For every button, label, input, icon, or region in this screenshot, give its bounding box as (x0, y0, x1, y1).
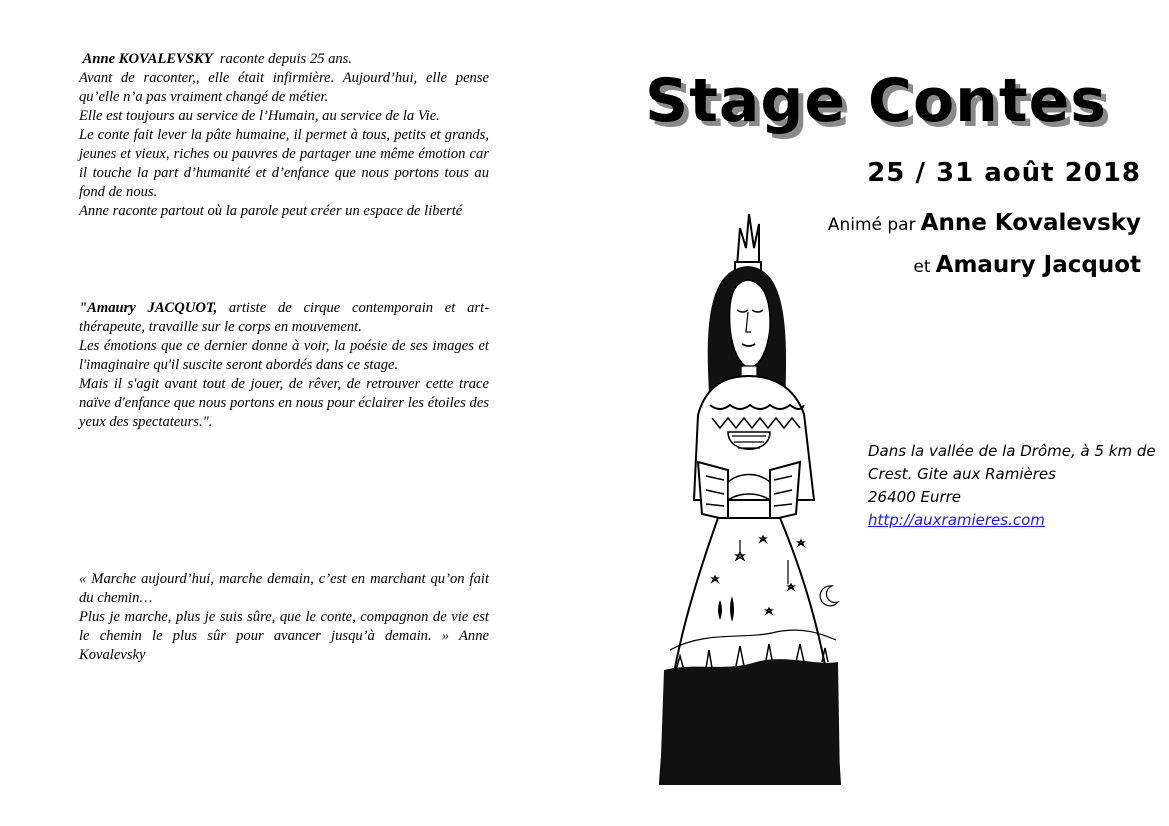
queen-illustration (636, 200, 858, 785)
anne-intro-line (79, 50, 489, 69)
location-block (868, 440, 1158, 532)
quote-line: « Marche aujourd’hui, marche demain, c’est en marchant qu’on fait du chemin… (79, 571, 489, 606)
page-title: Stage Contes (645, 66, 1107, 136)
animator-row-2 (828, 245, 1141, 287)
anime-prefix: Animé par (827, 215, 916, 235)
animator-row-1 (828, 203, 1141, 245)
website-link[interactable]: http://auxramieres.com (868, 511, 1045, 529)
amaury-intro-line (79, 299, 489, 337)
amaury-bio-line: Mais il s'agit avant tout de jouer, de rêver, de retrouver cette trace naïve d'enfance que nous portons en nous pour éclairer les étoiles des yeux des spectateurs.". (79, 376, 489, 430)
animator-name-2: Amaury Jacquot (935, 252, 1141, 278)
anne-bio-line: Le conte fait lever la pâte humaine, il permet à tous, petits et grands, jeunes et vieux, riches ou pauvres de partager une même émotion car il touche la part d’humanité et d’enfance que nous portons tous au fond de nous. (79, 127, 489, 200)
anne-bio-line: Elle est toujours au service de l’Humain, au service de la Vie. (79, 108, 440, 124)
anime-and: et (913, 257, 931, 277)
animator-name-1: Anne Kovalevsky (920, 210, 1141, 236)
location-address: Dans la vallée de la Drôme, à 5 km de Crest. Gite aux Ramières (868, 442, 1156, 483)
crown-icon (737, 214, 759, 266)
anne-bio (79, 50, 489, 221)
anne-intro: raconte depuis 25 ans. (219, 51, 353, 67)
amaury-intro: artiste de cirque contemporain et art-thérapeute, travaille sur le corps en mouvement. (79, 300, 489, 335)
anne-name: Anne KOVALEVSKY (82, 51, 213, 67)
location-postcode: 26400 Eurre (868, 488, 962, 506)
animators (828, 203, 1141, 287)
amaury-name: "Amaury JACQUOT, (79, 300, 218, 316)
anne-bio-line: Avant de raconter,, elle était infirmière. Aujourd’hui, elle pense qu’elle n’a pas vraiment changé de métier. (79, 70, 489, 105)
quote-block (79, 570, 489, 665)
amaury-bio-line: Les émotions que ce dernier donne à voir, la poésie de ses images et l'imaginaire qu'il suscite seront abordés dans ce stage. (79, 338, 489, 373)
stage-dates: 25 / 31 août 2018 (867, 158, 1141, 188)
anne-bio-line: Anne raconte partout où la parole peut créer un espace de liberté (79, 203, 463, 219)
quote-line: Plus je marche, plus je suis sûre, que le conte, compagnon de vie est le chemin le plus sûr pour avancer jusqu’à demain. » Anne Kovalevsky (79, 609, 489, 663)
amaury-bio (79, 299, 489, 432)
